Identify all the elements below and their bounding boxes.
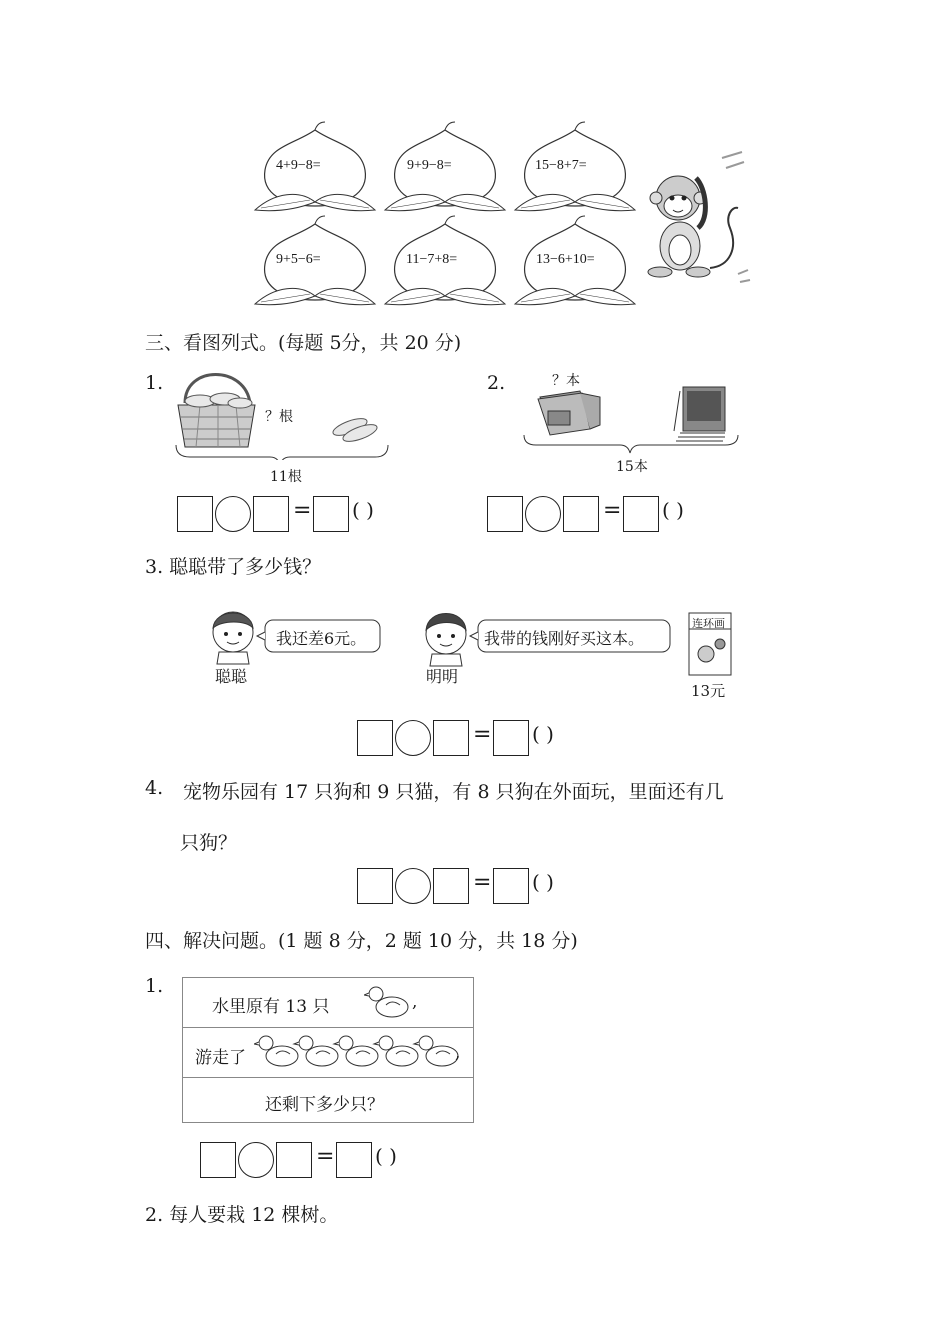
- question-number: 4.: [145, 777, 164, 799]
- answer-box[interactable]: [313, 496, 349, 532]
- unit-parentheses: ( ): [532, 722, 554, 746]
- section4-title: 四、解决问题。(1 题 8 分，2 题 10 分，共 18 分): [145, 930, 578, 952]
- operator-circle[interactable]: [215, 496, 251, 532]
- operator-circle[interactable]: [395, 720, 431, 756]
- question-mark-label: ？本: [552, 373, 580, 389]
- unit-parentheses: ( ): [662, 498, 684, 522]
- equals-sign: =: [473, 722, 492, 747]
- answer-box[interactable]: [433, 720, 469, 756]
- question-number: 2.: [487, 372, 506, 394]
- peach-expression: 4+9−8=: [276, 158, 321, 173]
- equation-row: [487, 496, 737, 532]
- section3-title: 三、看图列式。(每题 5分，共 20 分): [145, 332, 462, 354]
- table-row-text: 游走了: [195, 1048, 246, 1068]
- table-row-text: 还剩下多少只？: [265, 1095, 384, 1115]
- price-label: 13元: [691, 682, 726, 700]
- answer-box[interactable]: [357, 868, 393, 904]
- unit-parentheses: ( ): [375, 1144, 397, 1168]
- equation-row: [177, 496, 427, 532]
- peach-expression: 13−6+10=: [536, 252, 595, 267]
- unit-parentheses: ( ): [532, 870, 554, 894]
- answer-box[interactable]: [200, 1142, 236, 1178]
- name-label: 明明: [426, 667, 459, 686]
- schoolbag-books-illustration: [520, 385, 745, 455]
- operator-circle[interactable]: [238, 1142, 274, 1178]
- question-text: 只狗？: [180, 832, 238, 854]
- question-text: 3. 聪聪带了多少钱？: [145, 556, 322, 578]
- peach-expression: 9+5−6=: [276, 252, 321, 267]
- total-label: 15本: [616, 459, 648, 475]
- answer-box[interactable]: [487, 496, 523, 532]
- answer-box[interactable]: [253, 496, 289, 532]
- question-number: 1.: [145, 975, 164, 997]
- equals-sign: =: [473, 870, 492, 895]
- punctuation: ,: [455, 1043, 461, 1063]
- decorative-plant-icon: [712, 140, 752, 290]
- peach-expression: 15−8+7=: [535, 158, 587, 173]
- table-row-text: 水里原有 13 只: [212, 997, 330, 1017]
- equation-row: [357, 868, 607, 904]
- duck-icon: [364, 983, 414, 1021]
- punctuation: ,: [412, 992, 418, 1012]
- answer-box[interactable]: [357, 720, 393, 756]
- name-label: 聪聪: [215, 667, 248, 686]
- answer-box[interactable]: [177, 496, 213, 532]
- answer-box[interactable]: [493, 868, 529, 904]
- equation-row: [200, 1142, 450, 1178]
- total-label: 11根: [270, 469, 302, 485]
- peach-expression: 9+9−8=: [407, 158, 452, 173]
- operator-circle[interactable]: [525, 496, 561, 532]
- question-text: 2. 每人要栽 12 棵树。: [145, 1204, 339, 1226]
- question-text: 宠物乐园有 17 只狗和 9 只猫，有 8 只狗在外面玩，里面还有几: [183, 781, 724, 803]
- unit-parentheses: ( ): [352, 498, 374, 522]
- book-title: 连环画: [692, 617, 725, 630]
- equals-sign: =: [316, 1144, 335, 1169]
- equals-sign: =: [293, 498, 312, 523]
- question-mark-label: ？根: [265, 409, 293, 425]
- answer-box[interactable]: [276, 1142, 312, 1178]
- question-number: 1.: [145, 372, 164, 394]
- speech-text: 我带的钱刚好买这本。: [484, 629, 645, 648]
- equals-sign: =: [603, 498, 622, 523]
- peach-expression: 11−7+8=: [406, 252, 458, 267]
- answer-box[interactable]: [433, 868, 469, 904]
- ducks-row-icon: [254, 1032, 464, 1072]
- answer-box[interactable]: [336, 1142, 372, 1178]
- answer-box[interactable]: [623, 496, 659, 532]
- operator-circle[interactable]: [395, 868, 431, 904]
- answer-box[interactable]: [563, 496, 599, 532]
- speech-text: 我还差6元。: [276, 629, 367, 648]
- equation-row: [357, 720, 607, 756]
- answer-box[interactable]: [493, 720, 529, 756]
